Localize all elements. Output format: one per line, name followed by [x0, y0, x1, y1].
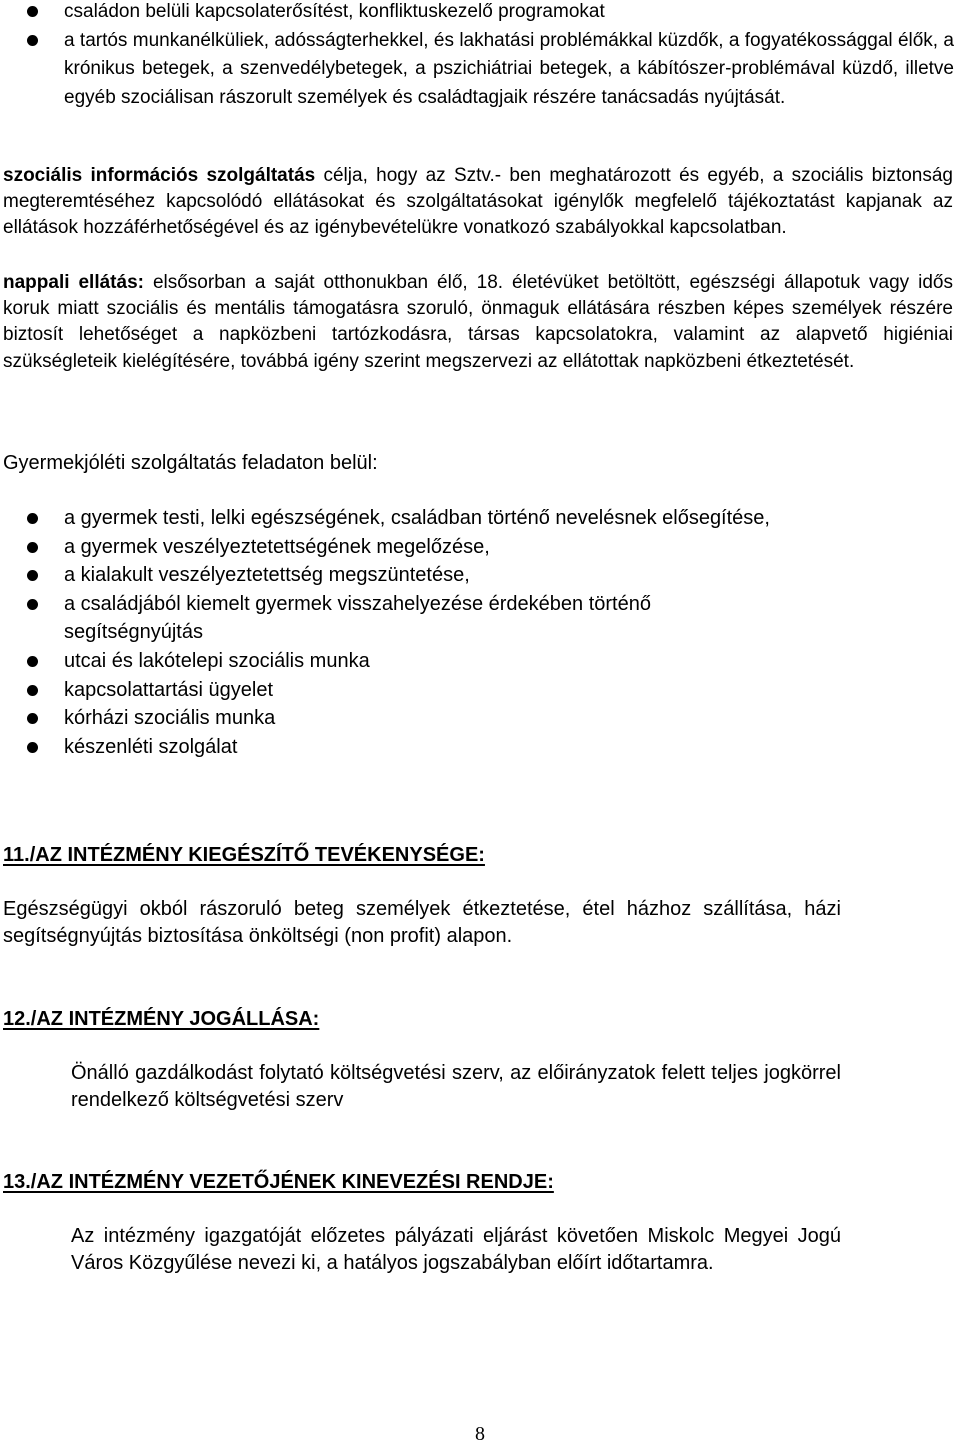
list-item-text: a gyermek veszélyeztetettségének megelőzése,: [64, 535, 490, 558]
list-item: [0, 0, 960, 27]
list-item-text: készenléti szolgálat: [64, 735, 238, 758]
section-11-body: Egészségügyi okból rászoruló beteg személyek étkeztetése, étel házhoz szállítása, házi segítségnyújtás biztosítása önköltségi (non profit) alapon.: [3, 898, 841, 947]
info-service-text: célja, hogy az Sztv.- ben meghatározott és egyéb, a szociális biztonság megteremtéséhez kapcsolódó ellátásokat és szolgáltatásokat igénylők megfelelő tájékoztatást kapjanak az ellátások hozzáférhetőségével és az igénybevételükre vonatkozó szabályokkal kapcsolatban.: [3, 165, 954, 239]
list-item: [0, 27, 960, 113]
list-item-text: kórházi szociális munka: [64, 707, 276, 730]
page-number: 8: [475, 1423, 485, 1445]
bullet-icon: [27, 685, 38, 696]
list-item-text: családon belüli kapcsolaterősítést, konfliktuskezelő programokat: [64, 1, 605, 22]
info-service-paragraph: [3, 163, 953, 242]
bullet-icon: [27, 6, 38, 17]
list-item-text: a tartós munkanélküliek, adósságterhekkel, és lakhatási problémákkal küzdők, a fogyatékossággal élők, a krónikus betegek, a szenvedélybetegek, a pszichiátriai betegek, a kábítószer-problémával küzdő, illetve egyéb szociálisan rászorult személyek és családtagjaik részére tanácsadás nyújtását.: [64, 29, 954, 108]
list-item: [0, 590, 790, 647]
bullet-icon: [27, 542, 38, 553]
child-welfare-intro: Gyermekjóléti szolgáltatás feladaton belül:: [3, 452, 378, 474]
bullet-icon: [27, 742, 38, 753]
list-item: [0, 504, 790, 533]
section-12-body: Önálló gazdálkodást folytató költségvetési szerv, az előirányzatok felett teljes jogkörrel rendelkező költségvetési szerv: [71, 1062, 841, 1111]
section-12-heading: 12./AZ INTÉZMÉNY JOGÁLLÁSA:: [3, 1008, 320, 1030]
bullet-icon: [27, 513, 38, 524]
bullet-icon: [27, 599, 38, 610]
list-item-text: utcai és lakótelepi szociális munka: [64, 649, 370, 672]
child-welfare-list: [0, 504, 790, 761]
list-item: [0, 533, 790, 562]
list-item: [0, 561, 790, 590]
section-13-heading: 13./AZ INTÉZMÉNY VEZETŐJÉNEK KINEVEZÉSI RENDJE:: [3, 1171, 554, 1193]
bullet-icon: [27, 713, 38, 724]
day-care-paragraph: [3, 270, 953, 375]
list-item: [0, 733, 790, 762]
top-bullet-list: [0, 0, 960, 112]
list-item-text: a gyermek testi, lelki egészségének, családban történő nevelésnek elősegítése,: [64, 507, 770, 529]
day-care-term: nappali ellátás:: [3, 272, 144, 293]
bullet-icon: [27, 656, 38, 667]
list-item-text: a kialakult veszélyeztetettség megszüntetése,: [64, 564, 470, 587]
info-service-term: szociális információs szolgáltatás: [3, 165, 316, 186]
section-11-heading: 11./AZ INTÉZMÉNY KIEGÉSZÍTŐ TEVÉKENYSÉGE:: [3, 844, 485, 866]
list-item-text: a családjából kiemelt gyermek visszahelyezése érdekében történő segítségnyújtás: [64, 592, 651, 644]
day-care-text: elsősorban a saját otthonukban élő, 18. életévüket betöltött, egészségi állapotuk vagy idős koruk miatt szociális és mentális támogatásra szoruló, önmaguk ellátására részben képes személyek részére biztosít lehetőséget a napközbeni tartózkodásra, társas kapcsolatokra, valamint az alapvető higiéniai szükségleteik kielégítésére, továbbá igény szerint megszervezi az ellátottak napközbeni étkeztetését.: [3, 272, 953, 372]
bullet-icon: [27, 570, 38, 581]
list-item: [0, 647, 790, 676]
bullet-icon: [27, 35, 38, 46]
list-item: [0, 676, 790, 705]
list-item-text: kapcsolattartási ügyelet: [64, 678, 274, 701]
list-item: [0, 704, 790, 733]
section-13-body: Az intézmény igazgatóját előzetes pályázati eljárást követően Miskolc Megyei Jogú Város Közgyűlése nevezi ki, a hatályos jogszabályban előírt időtartamra.: [71, 1225, 841, 1274]
